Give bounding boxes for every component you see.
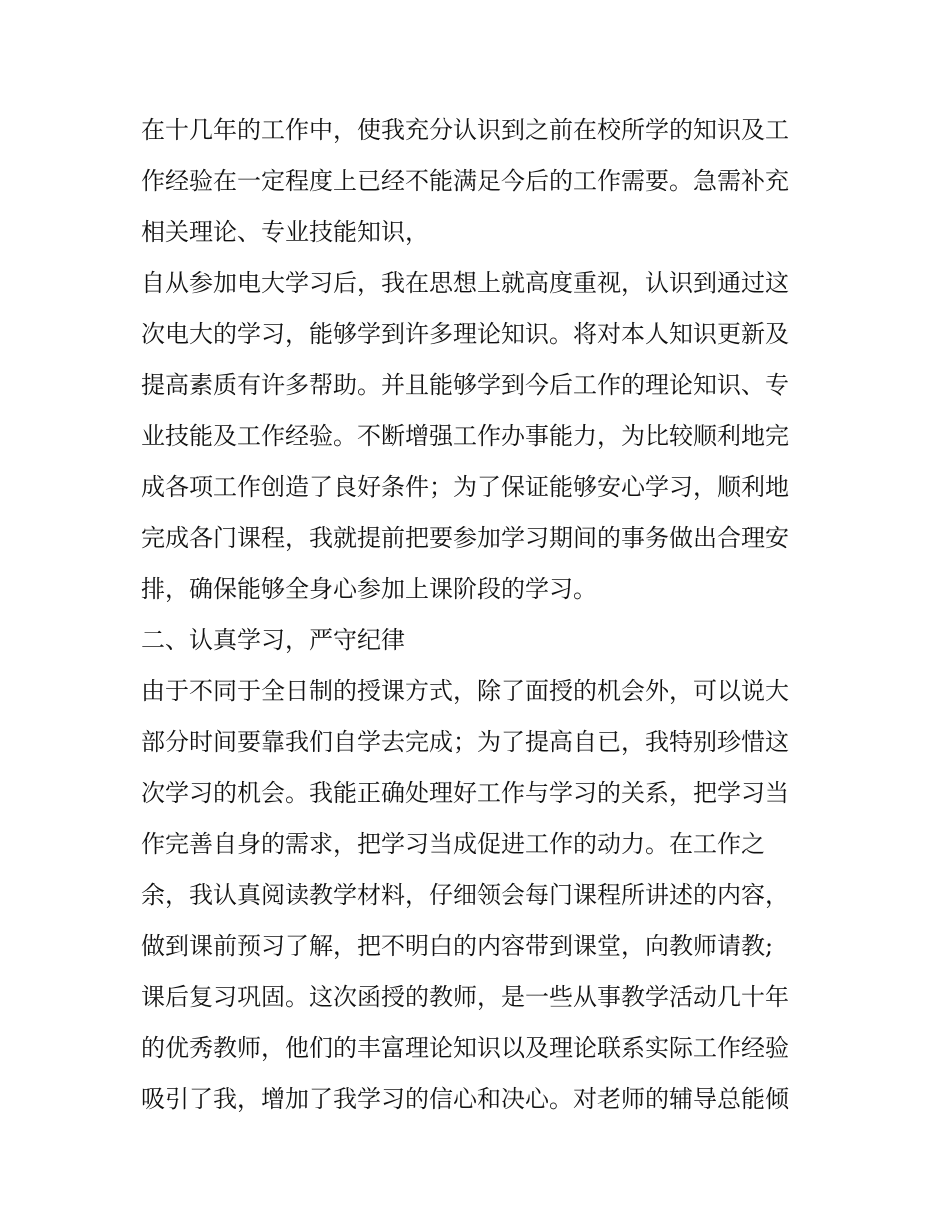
section-heading: 二、认真学习，严守纪律 — [141, 626, 405, 654]
text-line: 提高素质有许多帮助。并且能够学到今后工作的理论知识、专 — [141, 371, 789, 399]
text-line: 课后复习巩固。这次函授的教师，是一些从事教学活动几十年 — [141, 983, 789, 1011]
text-line: 排，确保能够全身心参加上课阶段的学习。 — [141, 575, 597, 603]
text-line: 业技能及工作经验。不断增强工作办事能力，为比较顺利地完 — [141, 422, 789, 450]
text-line: 由于不同于全日制的授课方式，除了面授的机会外，可以说大 — [141, 677, 789, 705]
text-line: 作经验在一定程度上已经不能满足今后的工作需要。急需补充 — [141, 167, 789, 195]
text-line: 相关理论、专业技能知识， — [141, 218, 429, 246]
text-line: 次电大的学习，能够学到许多理论知识。将对本人知识更新及 — [141, 320, 789, 348]
text-line: 成各项工作创造了良好条件；为了保证能够安心学习，顺利地 — [141, 473, 789, 501]
text-line: 自从参加电大学习后，我在思想上就高度重视，认识到通过这 — [141, 269, 789, 297]
text-line: 在十几年的工作中，使我充分认识到之前在校所学的知识及工 — [141, 116, 789, 144]
text-line: 作完善自身的需求，把学习当成促进工作的动力。在工作之 — [141, 830, 765, 858]
text-line: 吸引了我，增加了我学习的信心和决心。对老师的辅导总能倾 — [141, 1085, 789, 1113]
text-line: 部分时间要靠我们自学去完成；为了提高自已，我特别珍惜这 — [141, 728, 789, 756]
text-line: 做到课前预习了解，把不明白的内容带到课堂，向教师请教; — [141, 932, 774, 960]
text-line: 余，我认真阅读教学材料，仔细领会每门课程所讲述的内容， — [141, 881, 789, 909]
text-line: 次学习的机会。我能正确处理好工作与学习的关系，把学习当 — [141, 779, 789, 807]
text-line: 完成各门课程，我就提前把要参加学习期间的事务做出合理安 — [141, 524, 789, 552]
text-line: 的优秀教师，他们的丰富理论知识以及理论联系实际工作经验 — [141, 1034, 789, 1062]
